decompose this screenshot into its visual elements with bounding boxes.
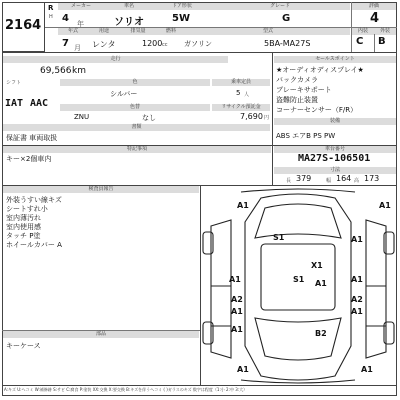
shift-label: シフト <box>6 80 22 86</box>
capacity-header: 乗車定員 <box>212 79 270 86</box>
fuel-header: 燃料 <box>156 28 186 35</box>
usage-header: 用途 <box>88 28 120 35</box>
damage-mark: A2 <box>231 295 243 304</box>
interior-header: 内装 <box>352 28 374 35</box>
front-bumper <box>241 189 355 192</box>
damage-mark: A1 <box>351 275 363 284</box>
doors-header: ドア形状 <box>154 3 210 10</box>
notes-divider <box>272 145 273 185</box>
exterior-header: 外装 <box>374 28 396 35</box>
sales-header: セールスポイント <box>274 56 396 63</box>
type-header: 型式 <box>186 28 350 35</box>
type-value: 5BA-MA27S <box>264 39 311 48</box>
recycle-unit: 円 <box>264 115 270 121</box>
capacity-value: 5 <box>236 89 241 97</box>
score-header: 評価 <box>352 3 396 10</box>
damage-mark: X1 <box>311 261 323 270</box>
color-change: なし <box>142 114 156 122</box>
mileage-unit: km <box>72 66 86 76</box>
year-header: 年式 <box>58 28 88 35</box>
maker-header: メーカー <box>58 3 104 10</box>
damage-mark: A1 <box>237 201 249 210</box>
damage-mark: A1 <box>231 307 243 316</box>
grade-value: G <box>282 13 291 24</box>
era-mark: H <box>49 14 53 20</box>
cc-unit: cc <box>162 42 168 48</box>
color-value: シルバー <box>110 90 138 98</box>
score-col-divider <box>351 2 352 52</box>
inspection-header: 検査員報告 <box>3 186 199 193</box>
month-suffix: 月 <box>74 44 81 52</box>
spec-divider <box>272 53 273 145</box>
dims-label-w: 幅 <box>326 178 332 184</box>
damage-mark: A1 <box>379 201 391 210</box>
damage-mark: A1 <box>237 365 249 374</box>
dim-height: 173 <box>364 174 380 183</box>
year-value: 4 <box>62 13 69 24</box>
damage-mark: A1 <box>351 235 363 244</box>
sales-point-4: 盗難防止装置 <box>276 96 318 104</box>
papers-value: 保証書 車両取扱 <box>6 134 58 142</box>
doors-value: 5W <box>172 13 190 24</box>
cc-value: 1200 <box>142 39 163 48</box>
inspection-note-3: 室内薄汚れ <box>6 214 41 222</box>
sales-point-2: バックカメラ <box>276 76 318 84</box>
notes-header: 特記事項 <box>3 146 271 153</box>
damage-mark: A1 <box>231 325 243 334</box>
damage-mark: A1 <box>229 275 241 284</box>
right-side <box>366 220 386 358</box>
damage-mark: B2 <box>315 329 327 338</box>
grade-header: グレード <box>210 3 350 10</box>
equipment-header: 装備 <box>274 118 396 125</box>
recycle-value: 7,690 <box>240 112 263 121</box>
parts-header: 部品 <box>3 331 199 338</box>
car-diagram <box>201 186 396 385</box>
fuel-value: ガソリン <box>184 40 212 48</box>
inspection-note-2: シートすれ小 <box>6 205 48 213</box>
dim-width: 164 <box>336 174 352 183</box>
dims-label-h: 高 <box>354 178 360 184</box>
interior-score: C <box>356 36 364 47</box>
key-note: キー×2個車内 <box>6 155 52 163</box>
dims-header: 寸法 <box>274 167 396 174</box>
inspection-note-4: 室内使用感 <box>6 223 41 231</box>
damage-mark: A2 <box>351 295 363 304</box>
chassis-header: 車台番号 <box>274 146 396 153</box>
left-side <box>211 220 231 358</box>
damage-mark: A1 <box>361 365 373 374</box>
year-suffix: 年 <box>77 20 84 28</box>
score-divider <box>374 34 375 52</box>
r-mark: R <box>48 4 54 12</box>
sales-point-3: ブレーキサポート <box>276 86 332 94</box>
maker-value: ソリオ <box>114 17 144 28</box>
aircon-value: AAC <box>30 98 49 109</box>
papers-header: 書類 <box>3 124 270 131</box>
lot-number: 2164 <box>5 18 42 33</box>
recycle-header: リサイクル預託金 <box>212 104 270 111</box>
equipment-value: ABS エアB PS PW <box>276 132 336 140</box>
color-header: 色 <box>60 79 210 86</box>
chassis-number: MA27S-106501 <box>298 153 371 164</box>
inspection-note-1: 外装うすい線キズ <box>6 196 62 204</box>
damage-mark: S1 <box>293 275 305 284</box>
damage-mark: A1 <box>315 279 327 288</box>
inspection-note-5: タッチ P塗 <box>6 232 41 240</box>
month-value: 7 <box>62 38 69 49</box>
inspection-note-6: ホイールカバー A <box>6 241 62 249</box>
dims-label-l: 長 <box>286 178 292 184</box>
rear-window <box>255 318 341 360</box>
footer-divider <box>2 385 397 386</box>
color-code: ZNU <box>74 113 90 121</box>
colorno-header: 色替 <box>60 104 210 111</box>
score-value: 4 <box>370 11 380 26</box>
front-windshield <box>255 204 341 238</box>
mileage-value: 69,566 <box>40 66 72 76</box>
dim-length: 379 <box>296 174 312 183</box>
usage-value: レンタ <box>92 40 116 49</box>
shift-value: IAT <box>5 98 24 109</box>
model-header: 車名 <box>104 3 154 10</box>
cc-header: 排気量 <box>120 28 156 35</box>
mileage-header: 走行 <box>3 56 228 63</box>
damage-mark: S1 <box>273 233 285 242</box>
exterior-score: B <box>378 36 386 47</box>
sales-point-5: コーナーセンサー（F/R） <box>276 106 358 114</box>
capacity-unit: 人 <box>244 92 250 98</box>
header-bottom <box>2 52 397 53</box>
parts-note: キーケース <box>6 342 41 350</box>
damage-mark: A1 <box>351 307 363 316</box>
sales-point-1: ★オーディオディスプレイ★ <box>276 66 364 74</box>
damage-legend: A:キズ U:ヘコミ W:補修跡 S:サビ C:腐食 P:塗装 XX:交換 X:要交換 B:キズを伴うヘコミ ( )ガラスのキズ 数字は程度（1:小 2:中 3:大） <box>4 387 248 392</box>
